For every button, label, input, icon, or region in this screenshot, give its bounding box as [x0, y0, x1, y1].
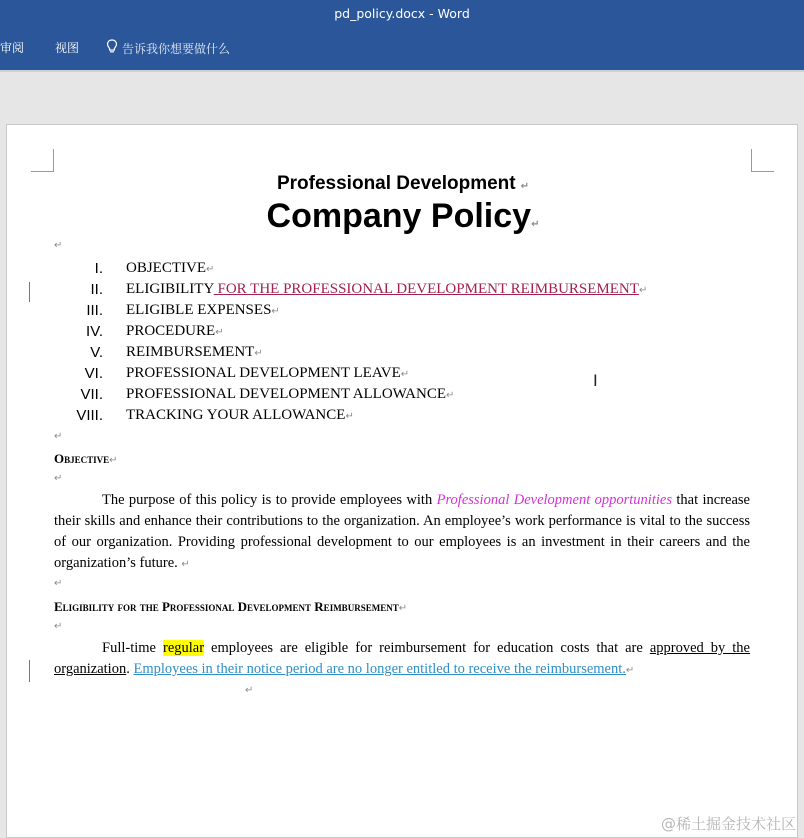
- window-title-bar: [0, 0, 804, 30]
- doc-title-line2[interactable]: [7, 197, 799, 236]
- paragraph-mark: ↵: [54, 240, 63, 251]
- toc-label: PROCEDURE: [126, 323, 216, 339]
- toc-label: REIMBURSEMENT: [126, 344, 255, 360]
- ribbon: [0, 30, 804, 70]
- paragraph-mark: ↵: [54, 431, 63, 442]
- heading-eligibility[interactable]: [54, 599, 407, 615]
- objective-text-1: The purpose of this policy is to provide employees with: [102, 492, 437, 508]
- paragraph-mark: ↵: [215, 327, 224, 338]
- paragraph-mark: ↵: [54, 473, 63, 484]
- title-line2-text: Company Policy: [266, 197, 532, 235]
- toc-number: V.: [90, 344, 103, 361]
- paragraph-mark: ↵: [400, 369, 410, 380]
- toc-number: II.: [90, 281, 103, 298]
- toc-label: PROFESSIONAL DEVELOPMENT LEAVE: [126, 365, 401, 381]
- paragraph-mark: ↵: [109, 455, 118, 466]
- toc-number: I.: [94, 260, 103, 277]
- toc-number: IV.: [86, 323, 103, 340]
- toc-label: OBJECTIVE: [126, 260, 206, 276]
- text-cursor-icon: I: [593, 371, 598, 390]
- ribbon-divider: [0, 70, 804, 72]
- eligibility-paragraph[interactable]: [54, 638, 750, 681]
- heading-objective[interactable]: [54, 451, 118, 467]
- crop-mark-top-right: [751, 149, 774, 172]
- tab-review[interactable]: 审阅: [0, 41, 25, 55]
- eligibility-text-2: employees are eligible for reimbursement for education costs that are: [204, 640, 650, 656]
- crop-mark-top-left: [31, 149, 54, 172]
- eligibility-highlight: regular: [162, 640, 205, 656]
- title-line1-text: Professional Development: [276, 173, 516, 194]
- track-change-bar: [29, 660, 30, 682]
- watermark: @稀土掘金技术社区: [660, 815, 796, 833]
- tab-view[interactable]: 视图: [55, 41, 80, 55]
- heading-eligibility-text: Eligibility for the Professional Development Reimbursement: [54, 599, 399, 614]
- paragraph-mark: ↵: [446, 390, 455, 401]
- tell-me-search[interactable]: [106, 39, 230, 57]
- paragraph-mark: ↵: [520, 181, 529, 192]
- toc-number: VI.: [84, 365, 103, 382]
- objective-text-2: that increase their skills and enhance their contributions to the organization. An employee’s work performance is vital to the success of our organization. Providing professional development to our employees is an investment in their careers and the organization’s future.: [54, 492, 750, 571]
- toc-label: ELIGIBILITY: [126, 281, 214, 297]
- toc-number: VIII.: [76, 407, 103, 424]
- lightbulb-icon: [106, 39, 118, 57]
- toc-label: ELIGIBLE EXPENSES: [126, 302, 272, 318]
- paragraph-mark: ↵: [54, 621, 63, 632]
- window-title: pd_policy.docx - Word: [334, 6, 470, 21]
- paragraph-mark: ↵: [181, 559, 190, 570]
- paragraph-mark: ↵: [398, 603, 408, 614]
- eligibility-text-1: Full-time: [102, 640, 163, 656]
- paragraph-mark: ↵: [638, 285, 648, 296]
- document-page[interactable]: [6, 124, 798, 838]
- tell-me-label: 告诉我你想要做什么: [122, 41, 231, 56]
- eligibility-inserted: Employees in their notice period are no longer entitled to receive the reimbursement.: [133, 661, 626, 677]
- paragraph-mark: ↵: [345, 411, 354, 422]
- toc-number: III.: [86, 302, 103, 319]
- paragraph-mark: ↵: [206, 264, 215, 275]
- toc-number: VII.: [80, 386, 103, 403]
- objective-highlight: Professional Development opportunities: [436, 492, 672, 508]
- paragraph-mark: ↵: [531, 219, 540, 230]
- paragraph-mark: ↵: [54, 578, 63, 589]
- toc-label: TRACKING YOUR ALLOWANCE: [126, 407, 346, 423]
- paragraph-mark: ↵: [254, 348, 263, 359]
- eligibility-text-3: .: [126, 661, 134, 677]
- paragraph-mark: ↵: [271, 306, 280, 317]
- doc-title-line1[interactable]: [7, 173, 799, 195]
- paragraph-mark: ↵: [625, 665, 635, 676]
- heading-objective-text: Objective: [54, 451, 110, 466]
- paragraph-mark: ↵: [245, 685, 254, 696]
- eligibility-underlined: approved by the organization: [54, 640, 750, 677]
- objective-paragraph[interactable]: [54, 490, 750, 575]
- toc-inserted-text: FOR THE PROFESSIONAL DEVELOPMENT REIMBURSEMENT: [213, 281, 639, 297]
- toc-label: PROFESSIONAL DEVELOPMENT ALLOWANCE: [126, 386, 447, 402]
